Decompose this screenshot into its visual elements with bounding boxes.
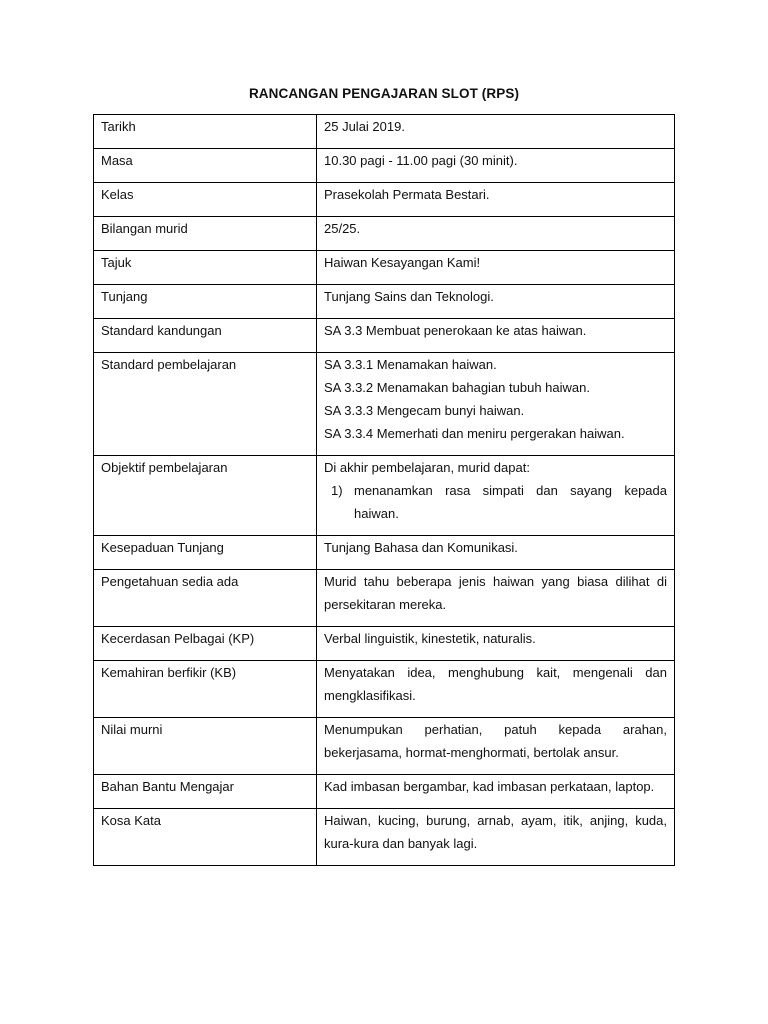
row-value: Tunjang Sains dan Teknologi. xyxy=(317,285,675,319)
table-row-bahan-bantu-mengajar xyxy=(94,775,675,809)
row-label: Bahan Bantu Mengajar xyxy=(94,775,317,809)
table-row-tarikh xyxy=(94,115,675,149)
table-row-bilangan-murid xyxy=(94,217,675,251)
table-row-standard-pembelajaran xyxy=(94,353,675,456)
row-value: 10.30 pagi - 11.00 pagi (30 minit). xyxy=(317,149,675,183)
row-value xyxy=(317,353,675,456)
row-value: Haiwan Kesayangan Kami! xyxy=(317,251,675,285)
row-label: Masa xyxy=(94,149,317,183)
row-label: Bilangan murid xyxy=(94,217,317,251)
table-row-kemahiran-berfikir xyxy=(94,661,675,718)
row-label: Tunjang xyxy=(94,285,317,319)
table-row-masa xyxy=(94,149,675,183)
row-value xyxy=(317,456,675,536)
row-label: Objektif pembelajaran xyxy=(94,456,317,536)
page-title: RANCANGAN PENGAJARAN SLOT (RPS) xyxy=(248,86,520,101)
row-value: Prasekolah Permata Bestari. xyxy=(317,183,675,217)
row-value: Haiwan, kucing, burung, arnab, ayam, itik, anjing, kuda, kura-kura dan banyak lagi. xyxy=(317,809,675,866)
table-row-kecerdasan-pelbagai xyxy=(94,627,675,661)
objective-list xyxy=(324,479,667,525)
standard-line: SA 3.3.2 Menamakan bahagian tubuh haiwan. xyxy=(324,380,590,395)
objective-intro: Di akhir pembelajaran, murid dapat: xyxy=(324,460,530,475)
row-label: Tajuk xyxy=(94,251,317,285)
row-label: Standard kandungan xyxy=(94,319,317,353)
table-row-kelas xyxy=(94,183,675,217)
table-row-pengetahuan-sedia-ada xyxy=(94,570,675,627)
row-value: 25/25. xyxy=(317,217,675,251)
standard-line: SA 3.3.1 Menamakan haiwan. xyxy=(324,357,497,372)
table-row-kesepaduan-tunjang xyxy=(94,536,675,570)
row-value: Kad imbasan bergambar, kad imbasan perkataan, laptop. xyxy=(317,775,675,809)
row-label: Pengetahuan sedia ada xyxy=(94,570,317,627)
list-number: 1) xyxy=(331,483,343,498)
table-row-standard-kandungan xyxy=(94,319,675,353)
row-value: 25 Julai 2019. xyxy=(317,115,675,149)
row-value: Verbal linguistik, kinestetik, naturalis. xyxy=(317,627,675,661)
row-label: Standard pembelajaran xyxy=(94,353,317,456)
row-label: Kesepaduan Tunjang xyxy=(94,536,317,570)
row-value: SA 3.3 Membuat penerokaan ke atas haiwan. xyxy=(317,319,675,353)
table-row-nilai-murni xyxy=(94,718,675,775)
list-item xyxy=(324,479,667,525)
list-text: menanamkan rasa simpati dan sayang kepada haiwan. xyxy=(354,483,667,521)
lesson-plan-table xyxy=(93,114,675,866)
row-value: Tunjang Bahasa dan Komunikasi. xyxy=(317,536,675,570)
row-value: Murid tahu beberapa jenis haiwan yang biasa dilihat di persekitaran mereka. xyxy=(317,570,675,627)
row-value: Menyatakan idea, menghubung kait, mengenali dan mengklasifikasi. xyxy=(317,661,675,718)
row-value: Menumpukan perhatian, patuh kepada arahan, bekerjasama, hormat-menghormati, bertolak ansur. xyxy=(317,718,675,775)
standard-line: SA 3.3.4 Memerhati dan meniru pergerakan haiwan. xyxy=(324,426,625,441)
row-label: Tarikh xyxy=(94,115,317,149)
row-label: Kemahiran berfikir (KB) xyxy=(94,661,317,718)
table-row-kosa-kata xyxy=(94,809,675,866)
table-row-objektif-pembelajaran xyxy=(94,456,675,536)
table-row-tunjang xyxy=(94,285,675,319)
row-label: Kecerdasan Pelbagai (KP) xyxy=(94,627,317,661)
row-label: Kosa Kata xyxy=(94,809,317,866)
standard-line: SA 3.3.3 Mengecam bunyi haiwan. xyxy=(324,403,525,418)
row-label: Nilai murni xyxy=(94,718,317,775)
table-row-tajuk xyxy=(94,251,675,285)
row-label: Kelas xyxy=(94,183,317,217)
